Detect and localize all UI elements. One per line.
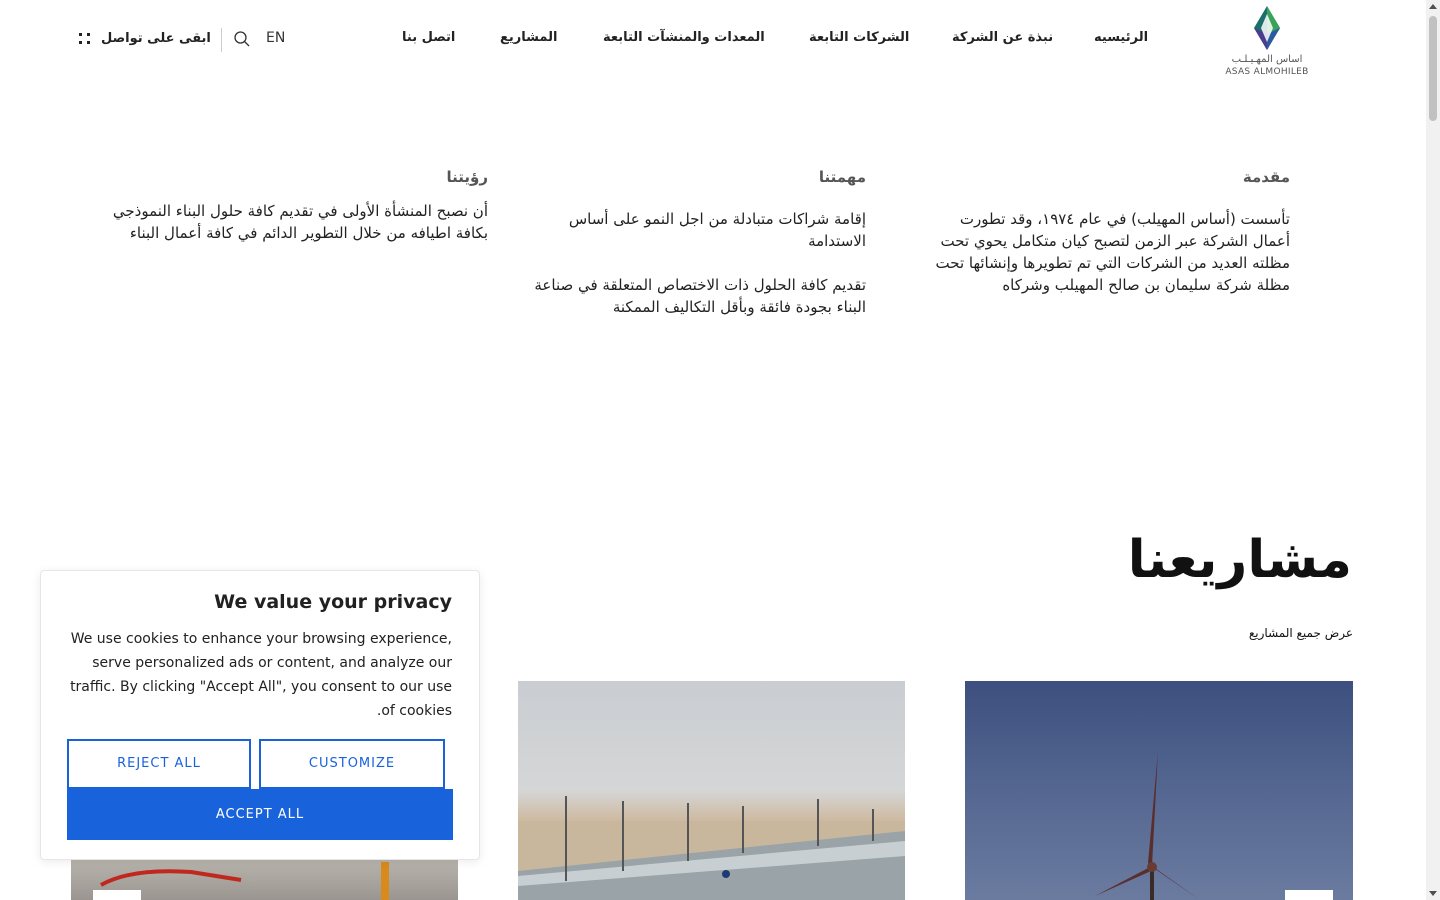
- scrollbar-thumb[interactable]: [1429, 16, 1437, 121]
- logo-text-english: ASAS ALMOHILEB: [1225, 67, 1309, 77]
- nav-subsidiaries[interactable]: الشركات التابعة: [809, 30, 910, 45]
- project-card-water-plant[interactable]: [518, 681, 905, 900]
- cookie-consent-banner: [40, 570, 480, 860]
- customize-button[interactable]: CUSTOMIZE: [259, 739, 445, 789]
- language-switch[interactable]: EN: [266, 30, 286, 46]
- scroll-down-arrow-icon[interactable]: [1429, 891, 1437, 896]
- mission-title: مهمتنا: [818, 168, 866, 186]
- intro-text: تأسست (أساس المهيلب) في عام ١٩٧٤، وقد تطورت أعمال الشركة عبر الزمن لتصبح كيان متكامل يحوي تحت مظلته العديد من الشركات التي تم تطويرها وإنشائها تحت مظلة شركة سليمان بن صالح المهيلب وشركاه: [935, 210, 1290, 294]
- grid-dots-icon: [79, 32, 93, 46]
- project-card-wind-turbine[interactable]: [965, 681, 1353, 900]
- vision-section: [96, 168, 488, 244]
- projects-title: مشاريعنا: [1127, 530, 1352, 590]
- water-plant-image: [518, 681, 905, 900]
- reject-all-button[interactable]: REJECT ALL: [67, 739, 251, 789]
- nav-projects[interactable]: المشاريع: [500, 30, 558, 45]
- mission-text-2: تقديم كافة الحلول ذات الاختصاص المتعلقة في صناعة البناء بجودة فائقة وبأقل التكاليف الممكنة: [534, 276, 866, 316]
- intro-section: [930, 168, 1290, 296]
- cookie-title: We value your privacy: [214, 591, 452, 613]
- project-card-construction[interactable]: [71, 860, 458, 900]
- scroll-up-arrow-icon[interactable]: [1429, 4, 1437, 9]
- header-divider: [221, 28, 222, 52]
- intro-title: مقدمة: [1242, 168, 1290, 186]
- card-tag: [1285, 890, 1333, 900]
- vision-title: رؤيتنا: [446, 168, 488, 186]
- vision-text: أن نصبح المنشأة الأولى في تقديم كافة حلول البناء النموذجي بكافة اطيافه من خلال التطوير الدائم في كافة أعمال البناء: [112, 202, 488, 242]
- card-tag: [93, 890, 141, 900]
- nav-about[interactable]: نبذة عن الشركة: [952, 30, 1054, 45]
- stay-connected-label: ابقى على تواصل: [101, 31, 211, 46]
- diamond-logo-icon: [1222, 4, 1312, 54]
- nav-home[interactable]: الرئيسيه: [1094, 30, 1149, 45]
- view-all-projects-link[interactable]: عرض جميع المشاريع: [1248, 626, 1353, 640]
- site-header: [0, 0, 1426, 80]
- search-icon[interactable]: [233, 30, 251, 48]
- cookie-text: We use cookies to enhance your browsing experience, serve personalized ads or content, and analyze our traffic. By clicking "Accept All", you consent to our use of cookies.: [70, 631, 452, 719]
- logo-text-arabic: اساس المهـيـلـب: [1231, 54, 1303, 65]
- nav-equipment[interactable]: المعدات والمنشآت التابعة: [603, 30, 765, 45]
- accept-all-button[interactable]: ACCEPT ALL: [67, 789, 453, 840]
- nav-contact[interactable]: اتصل بنا: [402, 30, 456, 45]
- stay-connected-button[interactable]: [79, 31, 211, 46]
- wind-turbine-image: [965, 681, 1353, 900]
- mission-section: [510, 168, 866, 318]
- site-logo[interactable]: [1222, 4, 1314, 78]
- page-scrollbar[interactable]: [1426, 0, 1440, 900]
- mission-text-1: إقامة شراكات متبادلة من اجل النمو على أساس الاستدامة: [568, 210, 866, 250]
